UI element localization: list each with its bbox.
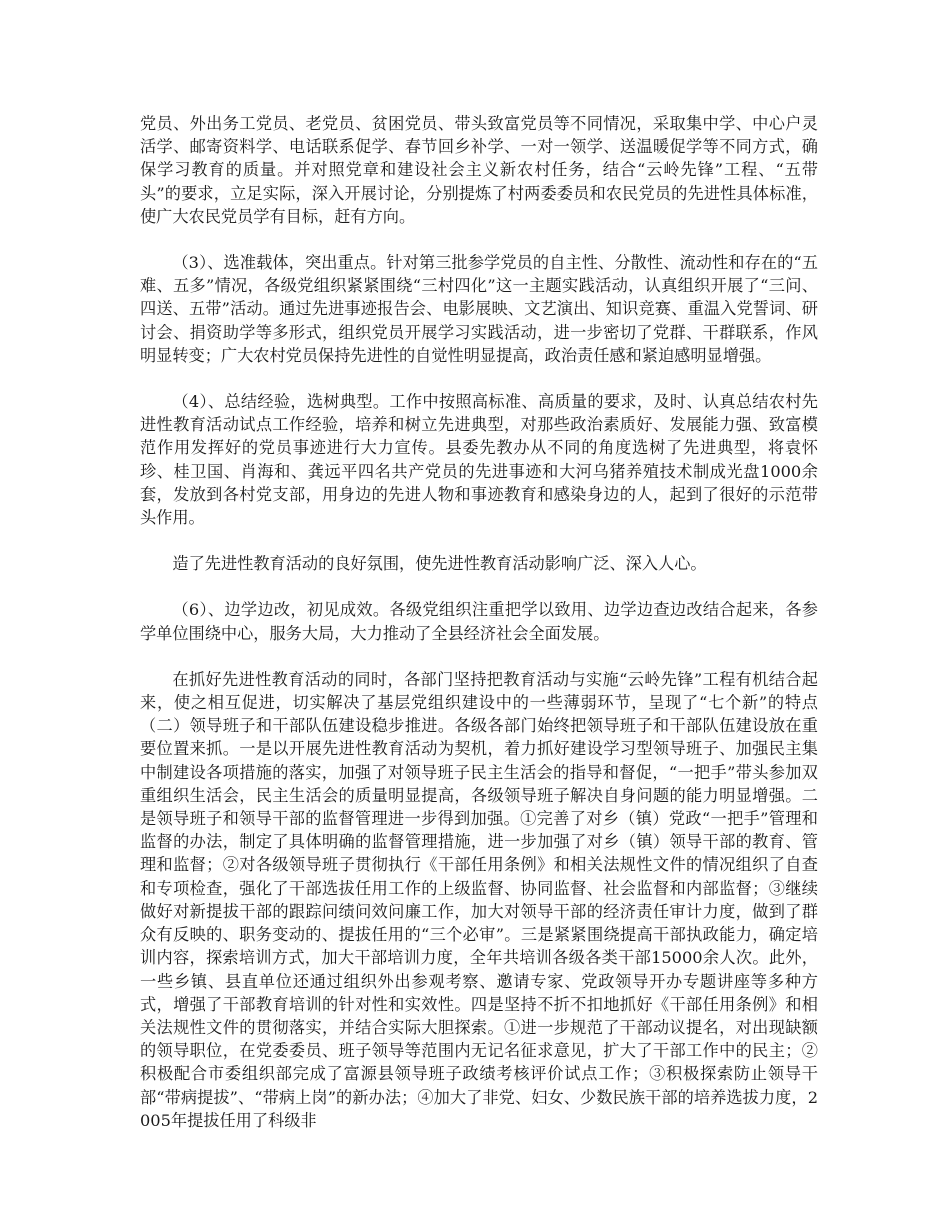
paragraph-2: （3）、选准载体，突出重点。针对第三批参学党员的自主性、分散性、流动性和存在的“五难、五多”情况，各级党组织紧紧围绕“三村四化”这一主题实践活动，认真组织开展了“三问、四送、五带”活动。通过先进事迹报告会、电影展映、文艺演出、知识竞赛、重温入党誓词、研讨会、捐资助学等多形式，组织党员开展学习实践活动，进一步密切了党群、干群联系，作风明显转变；广大农村党员保持先进性的自觉性明显提高，政治责任感和紧迫感明显增强。 [140, 253, 818, 365]
paragraph-5: （6）、边学边改，初见成效。各级党组织注重把学以致用、边学边查边改结合起来，各参学单位围绕中心，服务大局，大力推动了全县经济社会全面发展。 [140, 600, 818, 643]
document-page [140, 112, 818, 1155]
paragraph-6: 在抓好先进性教育活动的同时，各部门坚持把教育活动与实施“云岭先锋”工程有机结合起来，使之相互促进，切实解决了基层党组织建设中的一些薄弱环节，呈现了“七个新”的特点（二）领导班子和干部队伍建设稳步推进。各级各部门始终把领导班子和干部队伍建设放在重要位置来抓。一是以开展先进性教育活动为契机，着力抓好建设学习型领导班子、加强民主集中制建设各项措施的落实，加强了对领导班子民主生活会的指导和督促，“一把手”带头参加双重组织生活会，民主生活会的质量明显提高，各级领导班子解决自身问题的能力明显增强。二是领导班子和领导干部的监督管理进一步得到加强。①完善了对乡（镇）党政“一把手”管理和监督的办法，制定了具体明确的监督管理措施，进一步加强了对乡（镇）领导干部的教育、管理和监督；②对各级领导班子贯彻执行《干部任用条例》和相关法规性文件的情况组织了自查和专项检查，强化了干部选拔任用工作的上级监督、协同监督、社会监督和内部监督；③继续做好对新提拔干部的跟踪问绩问效问廉工作，加大对领导干部的经济责任审计力度，做到了群众有反映的、职务变动的、提拔任用的“三个必审”。三是紧紧围绕提高干部执政能力，确定培训内容，探索培训方式，加大干部培训力度，全年共培训各级各类干部15000余人次。此外，一些乡镇、县直单位还通过组织外出参观考察、邀请专家、党政领导开办专题讲座等多种方式，增强了干部教育培训的针对性和实效性。四是坚持不折不扣地抓好《干部任用条例》和相关法规性文件的贯彻落实，并结合实际大胆探索。①进一步规范了干部动议提名，对出现缺额的领导职位，在党委委员、班子领导等范围内无记名征求意见，扩大了干部工作中的民主；②积极配合市委组织部完成了富源县领导班子政绩考核评价试点工作；③积极探索防止领导干部“带病提拔”、“带病上岗”的新办法；④加大了非党、妇女、少数民族干部的培养选拔力度，2005年提拔任用了科级非 [140, 669, 818, 1130]
paragraph-3: （4）、总结经验，选树典型。工作中按照高标准、高质量的要求，及时、认真总结农村先进性教育活动试点工作经验，培养和树立先进典型，对那些政治素质好、发展能力强、致富模范作用发挥好的党员事迹进行大力宣传。县委先教办从不同的角度选树了先进典型，将袁怀珍、桂卫国、肖海和、龚远平四名共产党员的先进事迹和大河乌猪养殖技术制成光盘1000余套，发放到各村党支部，用身边的先进人物和事迹教育和感染身边的人，起到了很好的示范带头作用。 [140, 392, 818, 528]
paragraph-1: 党员、外出务工党员、老党员、贫困党员、带头致富党员等不同情况，采取集中学、中心户灵活学、邮寄资料学、电话联系促学、春节回乡补学、一对一领学、送温暖促学等不同方式，确保学习教育的质量。并对照党章和建设社会主义新农村任务，结合“云岭先锋”工程、“五带头”的要求，立足实际，深入开展讨论，分别提炼了村两委委员和农民党员的先进性具体标准，使广大农民党员学有目标，赶有方向。 [140, 114, 818, 226]
paragraph-4: 造了先进性教育活动的良好氛围，使先进性教育活动影响广泛、深入人心。 [172, 554, 707, 574]
